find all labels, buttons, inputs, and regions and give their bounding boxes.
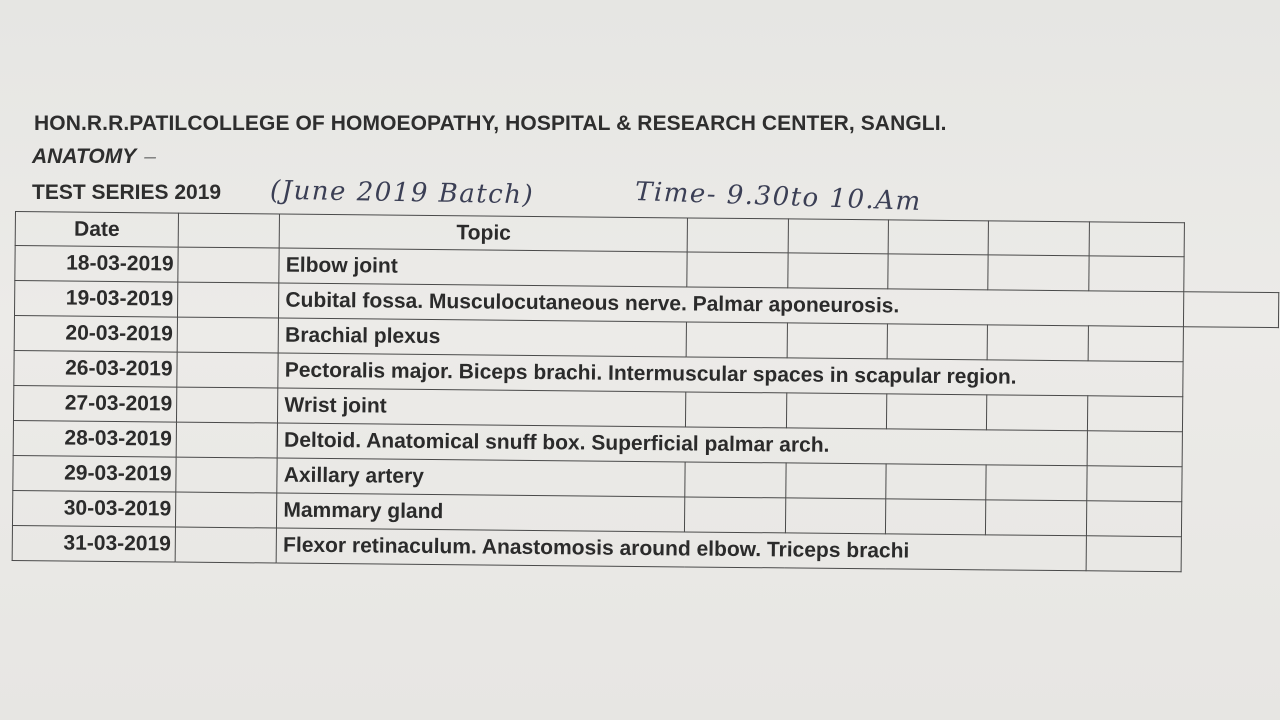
handwritten-time-note: Time- 9.30to 10.Am xyxy=(634,177,923,217)
empty-cell xyxy=(888,254,989,290)
empty-cell xyxy=(1086,501,1182,537)
empty-cell xyxy=(687,252,788,288)
empty-cell xyxy=(986,465,1087,501)
row-date: 26-03-2019 xyxy=(14,350,177,387)
empty-cell xyxy=(1184,292,1279,328)
empty-cell xyxy=(886,394,987,430)
row-topic: Deltoid. Anatomical snuff box. Superficial palmar arch. xyxy=(277,423,1087,466)
empty-cell xyxy=(888,220,989,255)
empty-cell xyxy=(788,253,889,289)
blank-cell xyxy=(176,492,278,528)
college-title: HON.R.R.PATILCOLLEGE OF HOMOEOPATHY, HOSPITAL & RESEARCH CENTER, SANGLI. xyxy=(34,112,947,135)
empty-cell xyxy=(687,322,788,358)
subject-heading xyxy=(32,145,156,169)
empty-cell xyxy=(1088,326,1184,362)
empty-cell xyxy=(1089,222,1185,257)
handwritten-batch-note: (June 2019 Batch) xyxy=(269,175,535,211)
empty-cell xyxy=(1087,396,1183,432)
empty-cell xyxy=(786,463,887,499)
empty-cell xyxy=(886,464,987,500)
row-date: 31-03-2019 xyxy=(12,525,175,562)
empty-cell xyxy=(685,462,786,498)
row-topic: Brachial plexus xyxy=(278,318,686,357)
row-topic: Cubital fossa. Musculocutaneous nerve. Palmar aponeurosis. xyxy=(279,283,1184,327)
empty-cell xyxy=(1088,256,1184,292)
empty-cell xyxy=(787,323,888,359)
empty-cell xyxy=(887,324,988,360)
blank-cell xyxy=(175,527,277,563)
empty-cell xyxy=(1086,536,1182,572)
row-date: 29-03-2019 xyxy=(13,455,176,492)
empty-cell xyxy=(988,221,1089,256)
topic-header: Topic xyxy=(279,214,687,252)
empty-cell xyxy=(988,255,1089,291)
empty-cell xyxy=(686,392,787,428)
empty-cell xyxy=(1086,466,1182,502)
row-topic: Elbow joint xyxy=(279,248,687,287)
row-date: 19-03-2019 xyxy=(14,281,177,318)
row-date: 28-03-2019 xyxy=(13,420,176,457)
row-topic: Flexor retinaculum. Anastomosis around elbow. Triceps brachi xyxy=(276,528,1086,571)
subject-label: ANATOMY xyxy=(32,145,137,168)
empty-cell xyxy=(788,219,889,254)
blank-cell xyxy=(176,422,278,458)
empty-cell xyxy=(785,498,886,534)
blank-cell xyxy=(177,352,279,388)
empty-cell xyxy=(885,499,986,535)
row-topic: Axillary artery xyxy=(277,458,685,497)
empty-cell xyxy=(987,395,1088,431)
blank-cell xyxy=(178,247,280,283)
row-topic: Pectoralis major. Biceps brachi. Intermuscular spaces in scapular region. xyxy=(278,353,1183,397)
empty-cell xyxy=(685,497,786,533)
subject-dash: – xyxy=(144,145,156,168)
blank-cell xyxy=(178,282,280,318)
empty-cell xyxy=(1087,431,1183,467)
date-header: Date xyxy=(15,212,178,248)
series-title: TEST SERIES 2019 xyxy=(32,181,222,204)
empty-cell xyxy=(688,218,789,253)
row-date: 18-03-2019 xyxy=(15,246,178,283)
blank-header-cell xyxy=(178,213,280,248)
row-topic: Wrist joint xyxy=(278,388,686,427)
row-date: 27-03-2019 xyxy=(13,385,176,422)
schedule-table xyxy=(12,211,1280,573)
row-topic: Mammary gland xyxy=(277,493,685,532)
row-date: 20-03-2019 xyxy=(14,316,177,353)
row-date: 30-03-2019 xyxy=(12,490,175,527)
blank-cell xyxy=(177,387,279,423)
blank-cell xyxy=(177,317,279,353)
blank-cell xyxy=(176,457,278,493)
empty-cell xyxy=(986,500,1087,536)
empty-cell xyxy=(987,325,1088,361)
empty-cell xyxy=(786,393,887,429)
